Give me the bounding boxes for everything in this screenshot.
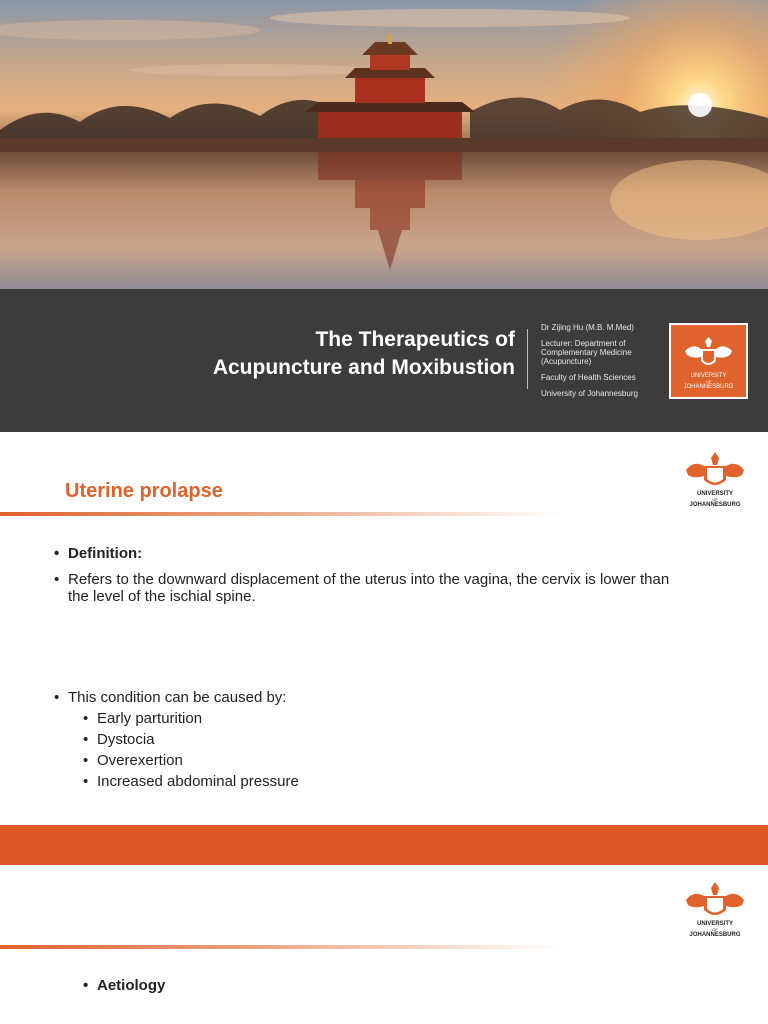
uj-crest-icon xyxy=(683,337,734,371)
slide-separator-band xyxy=(0,825,768,865)
list-item: • Overexertion xyxy=(83,752,694,769)
list-item: • Early parturition xyxy=(83,710,694,727)
title-rule xyxy=(0,512,560,516)
title-band xyxy=(0,289,768,432)
title-line-1: The Therapeutics of xyxy=(315,328,515,351)
author-lecturer: Lecturer: Department of Complementary Medicine (Acupuncture) xyxy=(541,339,632,366)
uj-logo-text: UNIVERSITY OF JOHANNESBURG xyxy=(689,921,741,938)
causes-intro: • This condition can be caused by: xyxy=(54,689,694,706)
author-university: University of Johannesburg xyxy=(541,389,638,398)
cover-photo xyxy=(0,0,768,289)
definition-list xyxy=(54,545,694,605)
palace-illustration xyxy=(0,0,768,289)
author-faculty: Faculty of Health Sciences xyxy=(541,373,636,382)
definition-label: • Definition: xyxy=(54,545,694,562)
uj-tile-text: UNIVERSITY OF JOHANNESBURG xyxy=(683,373,734,390)
university-logo-tile xyxy=(669,323,748,399)
list-item: • Dystocia xyxy=(83,731,694,748)
uj-logo-text: UNIVERSITY OF JOHANNESBURG xyxy=(689,491,741,508)
slide-title: Uterine prolapse xyxy=(65,480,223,502)
author-name: Dr Zijing Hu (M.B. M.Med) xyxy=(541,323,634,332)
uj-logo xyxy=(680,452,750,522)
aetiology-heading: • Aetiology xyxy=(83,977,383,994)
presentation-title xyxy=(95,326,515,382)
uj-crest-icon xyxy=(680,452,750,490)
list-item: • Increased abdominal pressure xyxy=(83,773,694,790)
title-rule xyxy=(0,945,560,949)
title-line-2: Acupuncture and Moxibustion xyxy=(212,356,515,379)
uj-logo xyxy=(680,882,750,952)
aetiology-list xyxy=(83,977,383,994)
causes-list xyxy=(54,689,694,790)
title-divider xyxy=(527,329,528,389)
author-info xyxy=(541,323,659,405)
definition-text: • Refers to the downward displacement of the uterus into the vagina, the cervix is lower than the level of the ischial spine. xyxy=(54,571,694,605)
uj-crest-icon xyxy=(680,882,750,920)
